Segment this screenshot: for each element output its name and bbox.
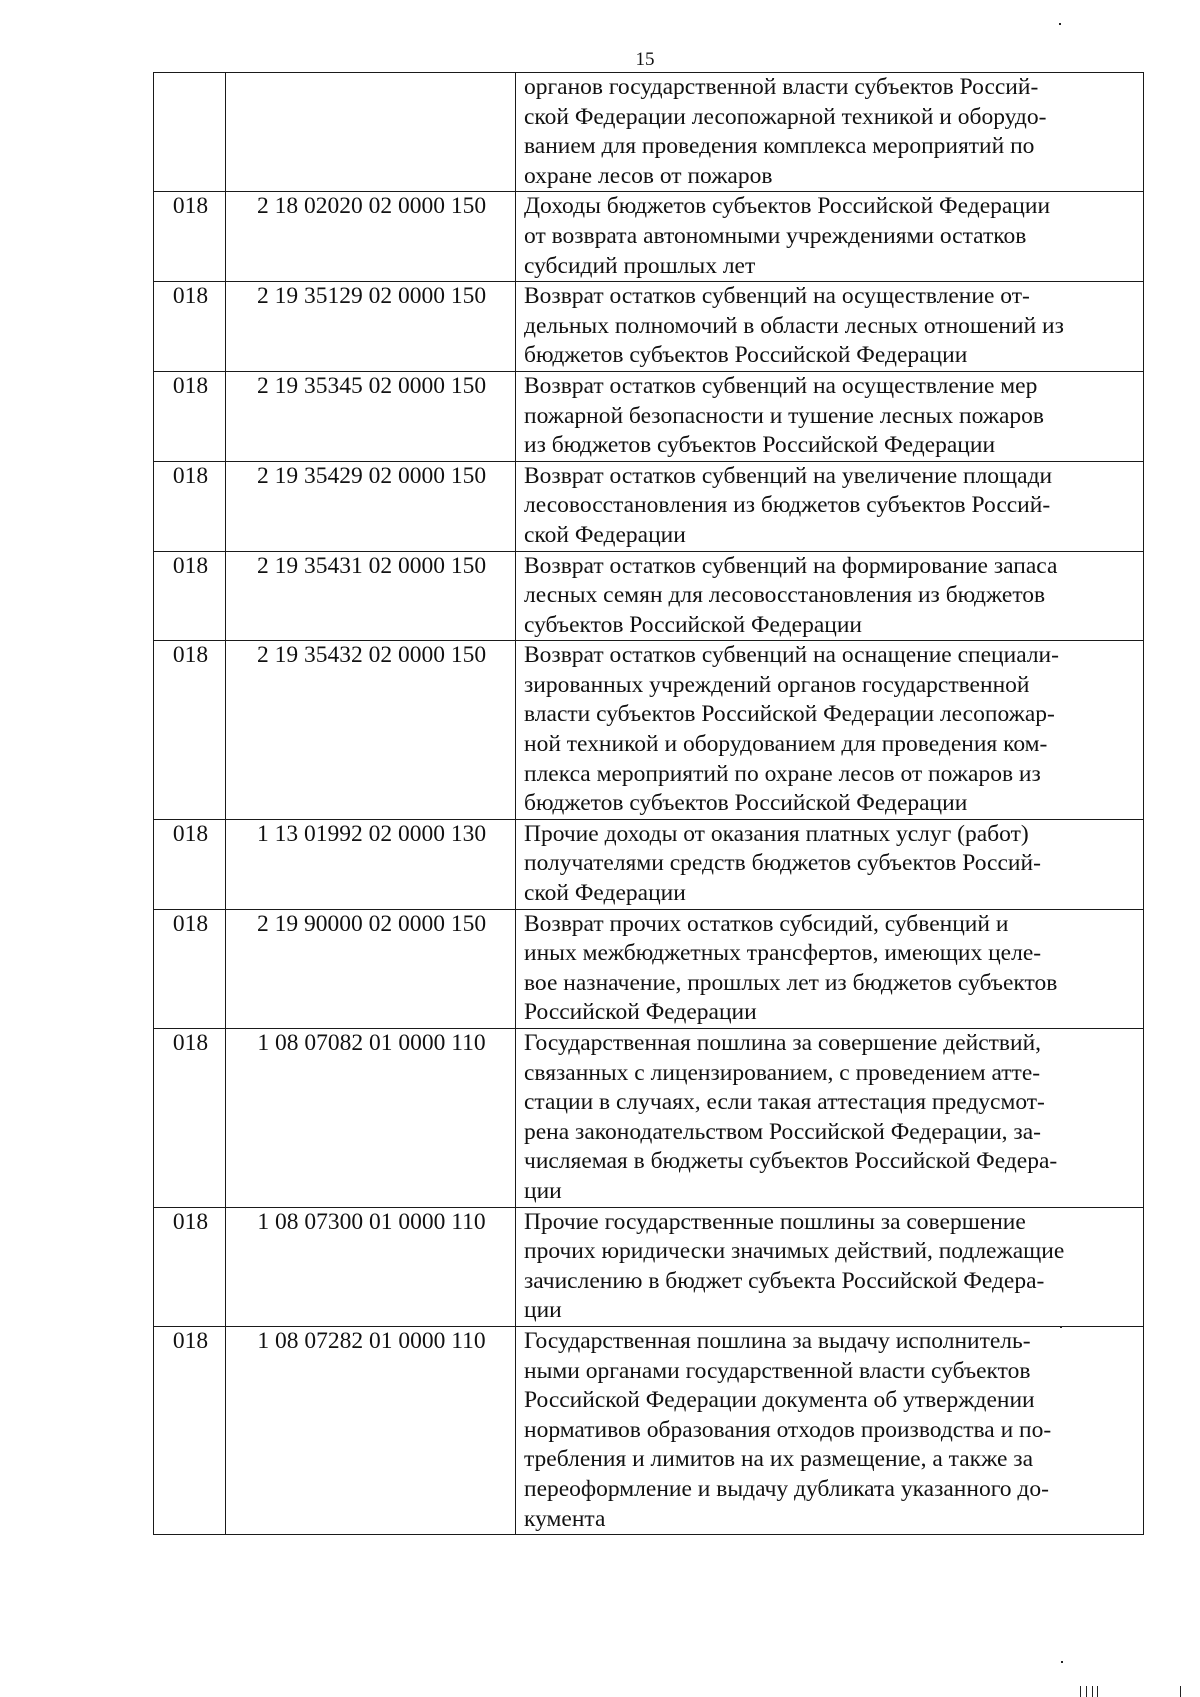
budget-code-cell [226,73,516,192]
description-cell: Возврат прочих остатков субсидий, субвенций и иных межбюджетных трансфертов, имеющих целе- вое назначение, прошлых лет из бюджетов субъектов Российской Федерации [516,909,1144,1028]
table-row [154,1326,1144,1534]
admin-code-cell: 018 [154,641,226,820]
table-row [154,73,1144,192]
budget-code-cell: 2 19 35429 02 0000 150 [226,461,516,551]
admin-code-cell: 018 [154,819,226,909]
scan-edge-mark [1180,1686,1181,1697]
budget-code-cell: 2 19 90000 02 0000 150 [226,909,516,1028]
page-number: 15 [635,49,655,70]
description-cell: Доходы бюджетов субъектов Российской Федерации от возврата автономными учреждениями остатков субсидий прошлых лет [516,192,1144,282]
budget-code-cell: 1 08 07082 01 0000 110 [226,1029,516,1208]
scan-edge-mark [1092,1686,1093,1697]
admin-code-cell: 018 [154,461,226,551]
description-cell: Прочие доходы от оказания платных услуг (работ) получателями средств бюджетов субъектов Россий- ской Федерации [516,819,1144,909]
description-cell: Возврат остатков субвенций на оснащение специали- зированных учреждений органов государственной власти субъектов Российской Федерации лесопожар- ной техникой и оборудованием для проведения ком- плекса мероприятий по охране лесов от пожаров из бюджетов субъектов Российской Федерации [516,641,1144,820]
admin-code-cell: 018 [154,192,226,282]
scan-speck [1059,23,1061,25]
table-row [154,282,1144,372]
scan-speck [1061,1661,1063,1663]
table-row [154,371,1144,461]
table-row [154,461,1144,551]
admin-code-cell: 018 [154,371,226,461]
table-body [154,73,1144,1535]
budget-code-cell: 2 18 02020 02 0000 150 [226,192,516,282]
table-row [154,819,1144,909]
budget-code-cell: 2 19 35129 02 0000 150 [226,282,516,372]
scan-edge-mark [1097,1686,1098,1697]
description-cell: Возврат остатков субвенций на осуществление мер пожарной безопасности и тушение лесных пожаров из бюджетов субъектов Российской Федерации [516,371,1144,461]
admin-code-cell: 018 [154,909,226,1028]
description-cell: органов государственной власти субъектов Россий- ской Федерации лесопожарной техникой и оборудо- ванием для проведения комплекса мероприятий по охране лесов от пожаров [516,73,1144,192]
description-cell: Прочие государственные пошлины за совершение прочих юридически значимых действий, подлежащие зачислению в бюджет субъекта Российской Федера- ции [516,1207,1144,1326]
scan-edge-mark [1080,1686,1081,1697]
description-cell: Возврат остатков субвенций на формирование запаса лесных семян для лесовосстановления из бюджетов субъектов Российской Федерации [516,551,1144,641]
budget-code-cell: 1 08 07300 01 0000 110 [226,1207,516,1326]
description-cell: Возврат остатков субвенций на увеличение площади лесовосстановления из бюджетов субъектов Россий- ской Федерации [516,461,1144,551]
budget-code-cell: 1 13 01992 02 0000 130 [226,819,516,909]
admin-code-cell: 018 [154,1207,226,1326]
description-cell: Возврат остатков субвенций на осуществление от- дельных полномочий в области лесных отношений из бюджетов субъектов Российской Федерации [516,282,1144,372]
budget-code-cell: 2 19 35345 02 0000 150 [226,371,516,461]
budget-code-cell: 2 19 35431 02 0000 150 [226,551,516,641]
scan-speck [1060,1326,1062,1328]
scan-edge-mark [1086,1686,1087,1697]
description-cell: Государственная пошлина за совершение действий, связанных с лицензированием, с проведением атте- стации в случаях, если такая аттестация предусмот- рена законодательством Российской Федерации, за- числяемая в бюджеты субъектов Российской Федера- ции [516,1029,1144,1208]
table-row [154,641,1144,820]
description-cell: Государственная пошлина за выдачу исполнитель- ными органами государственной власти субъектов Российской Федерации документа об утверждении нормативов образования отходов производства и по- требления и лимитов на их размещение, а также за переоформление и выдачу дубликата указанного до- кумента [516,1326,1144,1534]
table-row [154,1029,1144,1208]
budget-code-cell: 1 08 07282 01 0000 110 [226,1326,516,1534]
revenue-codes-table [153,72,1144,1535]
table-row [154,909,1144,1028]
table-row [154,1207,1144,1326]
admin-code-cell: 018 [154,1029,226,1208]
admin-code-cell: 018 [154,1326,226,1534]
table-row [154,192,1144,282]
budget-code-cell: 2 19 35432 02 0000 150 [226,641,516,820]
admin-code-cell: 018 [154,551,226,641]
table-row [154,551,1144,641]
admin-code-cell: 018 [154,282,226,372]
admin-code-cell [154,73,226,192]
